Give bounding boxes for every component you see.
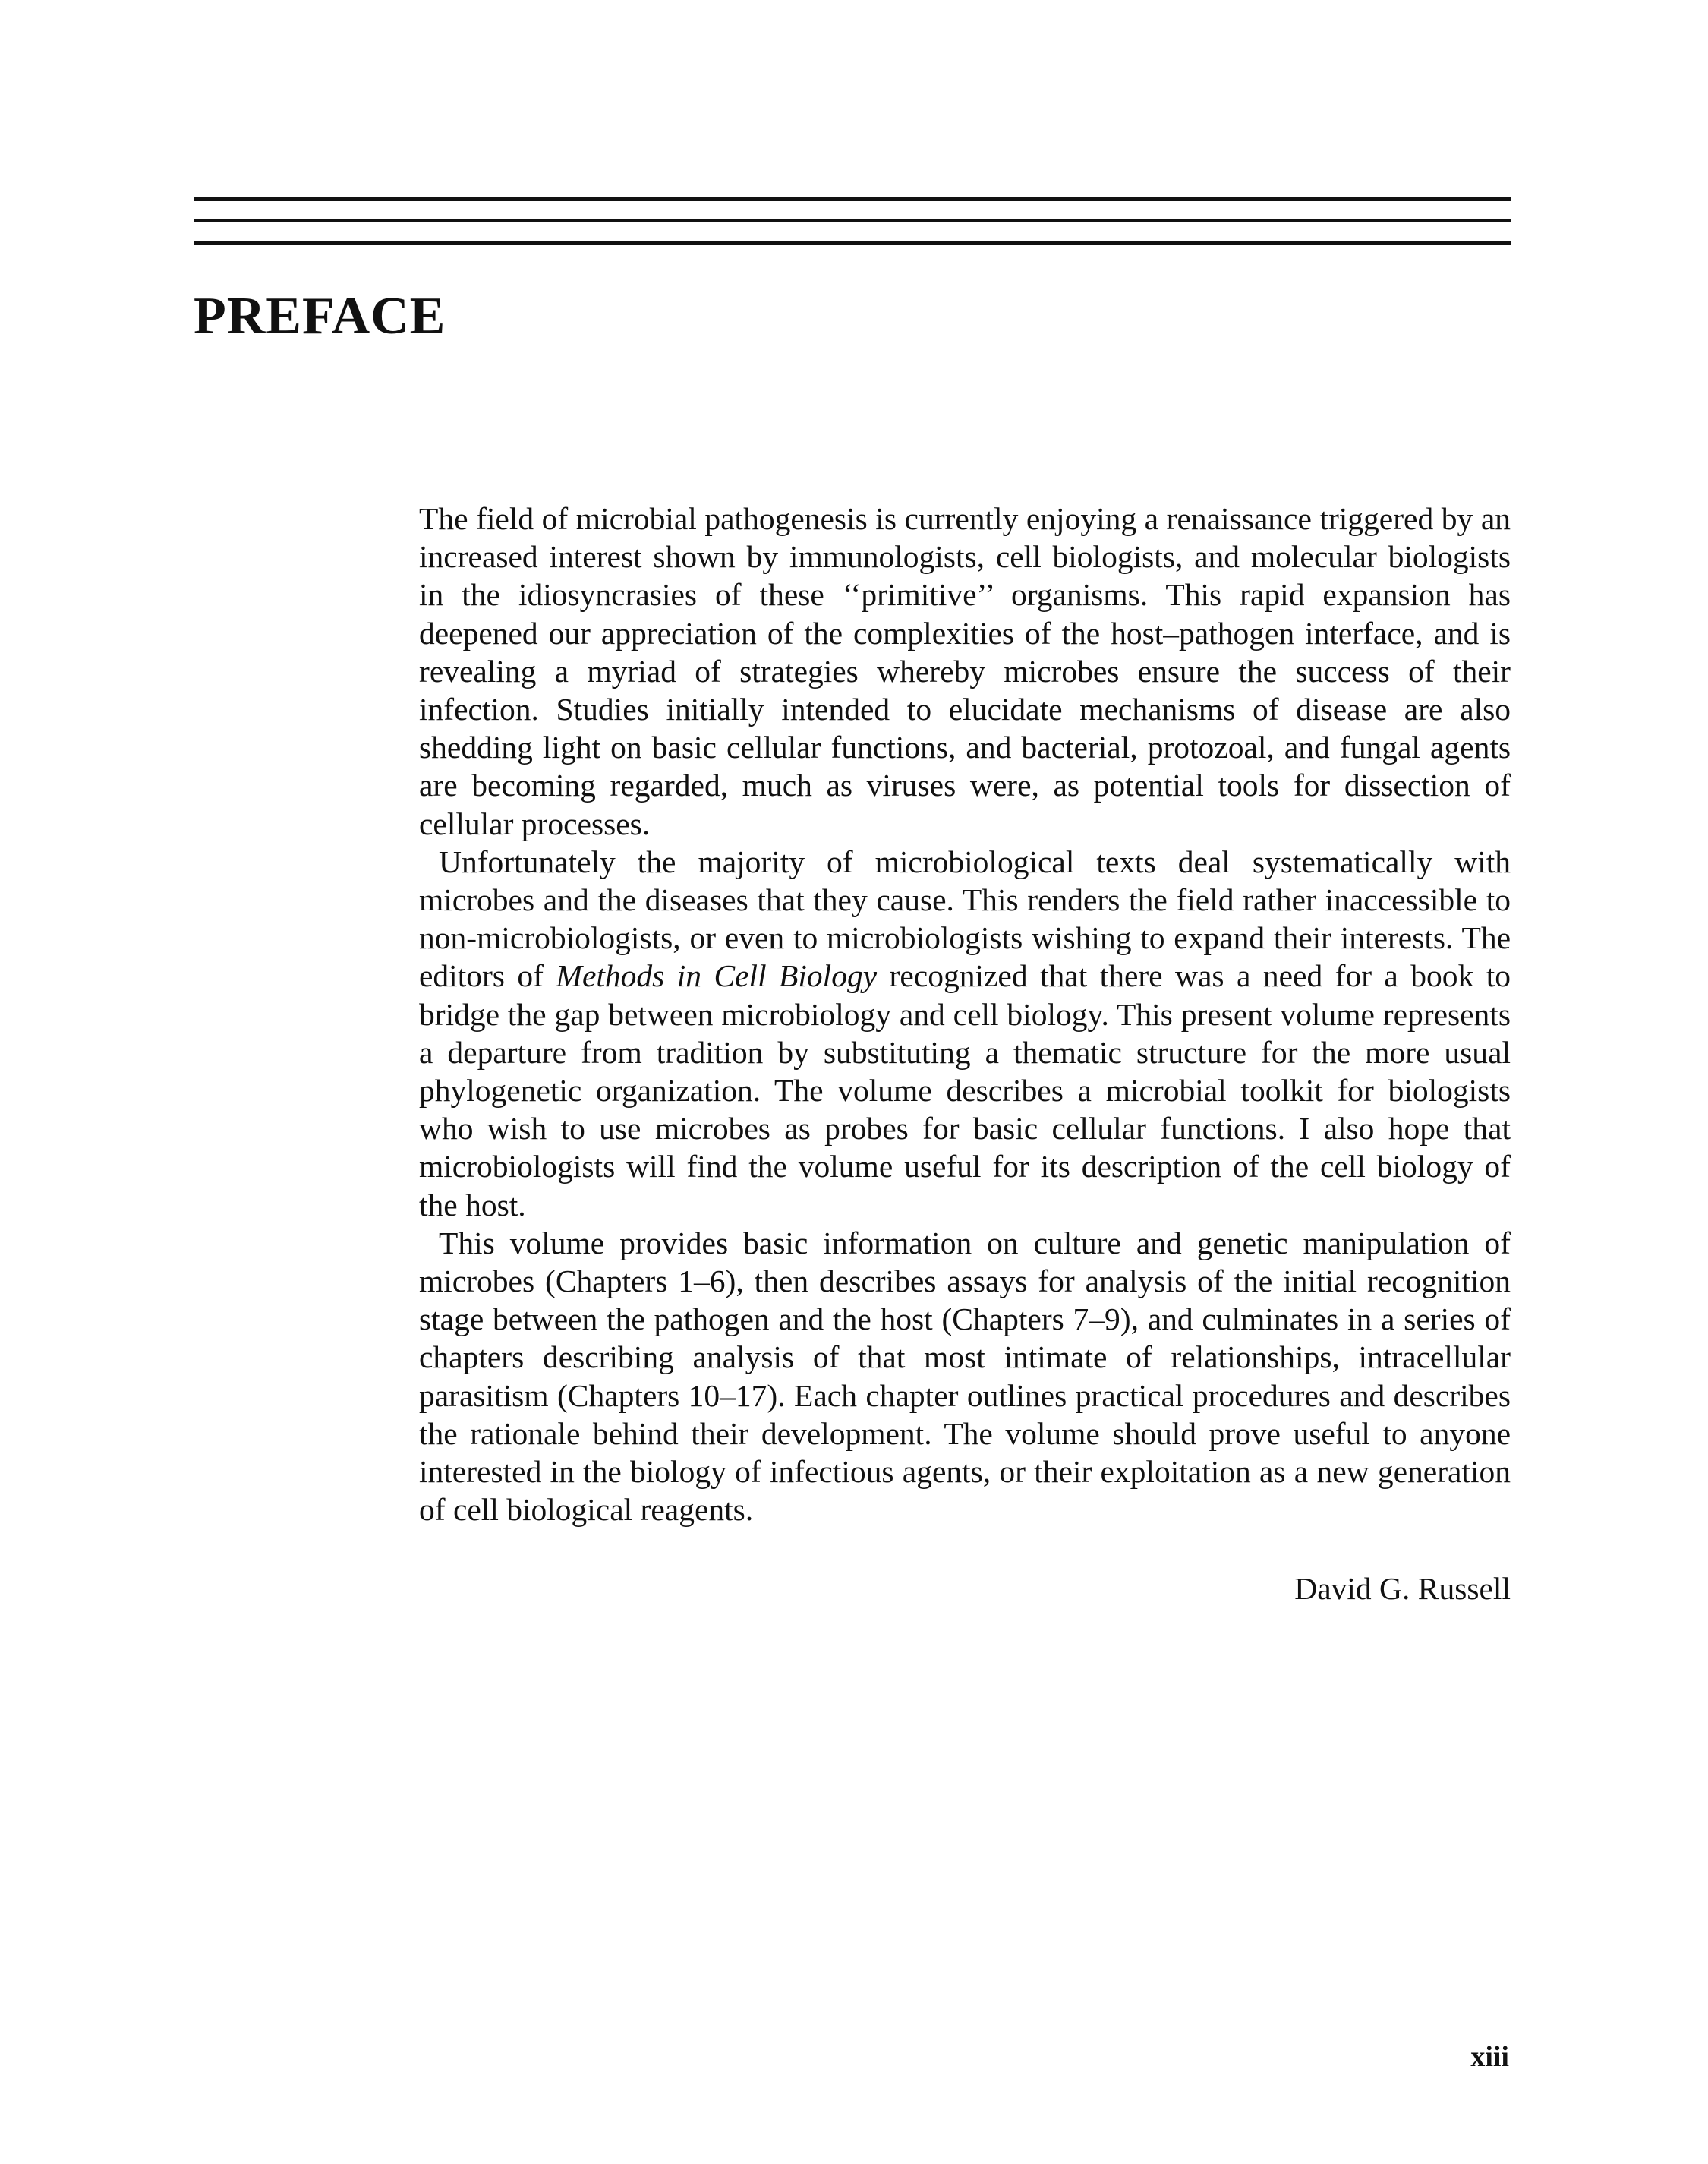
paragraph-1: The field of microbial pathogenesis is currently enjoying a renaissance triggered by an increased interest shown by immunologists, cell biologists, and molecular biologists in the idiosyncrasies of these ‘‘primitive’’ organisms. This rapid expansion has deepened our appreciation of the complexities of the host–pathogen interface, and is revealing a myriad of strategies whereby microbes ensure the success of their infection. Studies initially intended to elucidate mechanisms of disease are also shedding light on basic cellular functions, and bacterial, protozoal, and fungal agents are becoming regarded, much as viruses were, as potential tools for dissection of cellular processes. <box>419 501 1511 841</box>
header-rule-middle <box>194 219 1511 222</box>
paragraph-2-text-after: recognized that there was a need for a book to bridge the gap between microbiology and cell biology. This present volume represents a departure from tradition by substituting a thematic structure for the more usual phylogenetic organization. The volume describes a microbial toolkit for biologists who wish to use microbes as probes for basic cellular functions. I also hope that microbiologists will find the volume useful for its description of the cell biology of the host. <box>419 958 1511 1222</box>
preface-body <box>419 500 1511 1528</box>
paragraph-2-text-before: Unfortunately the majority of microbiological texts deal systematically with microbes and the diseases that they cause. This renders the field rather inaccessible to non-microbiologists, or even to microbiologists wishing to expand their interests. The editors of <box>419 844 1511 994</box>
header-rule-top <box>194 197 1511 201</box>
author-signature: David G. Russell <box>1294 1571 1511 1606</box>
page-title: PREFACE <box>194 287 446 345</box>
page-number: xiii <box>1470 2041 1509 2073</box>
paragraph-2 <box>419 843 1511 1224</box>
paragraph-3: This volume provides basic information on culture and genetic manipulation of microbes (Chapters 1–6), then describes assays for analysis of the initial recognition stage between the pathogen and the host (Chapters 7–9), and culminates in a series of chapters describing analysis of that most intimate of relationships, intracellular parasitism (Chapters 10–17). Each chapter outlines practical procedures and describes the rationale behind their development. The volume should prove useful to anyone interested in the biology of infectious agents, or their exploitation as a new generation of cell biological reagents. <box>419 1225 1511 1528</box>
header-rule-bottom <box>194 241 1511 245</box>
book-series-title: Methods in Cell Biology <box>556 958 878 994</box>
